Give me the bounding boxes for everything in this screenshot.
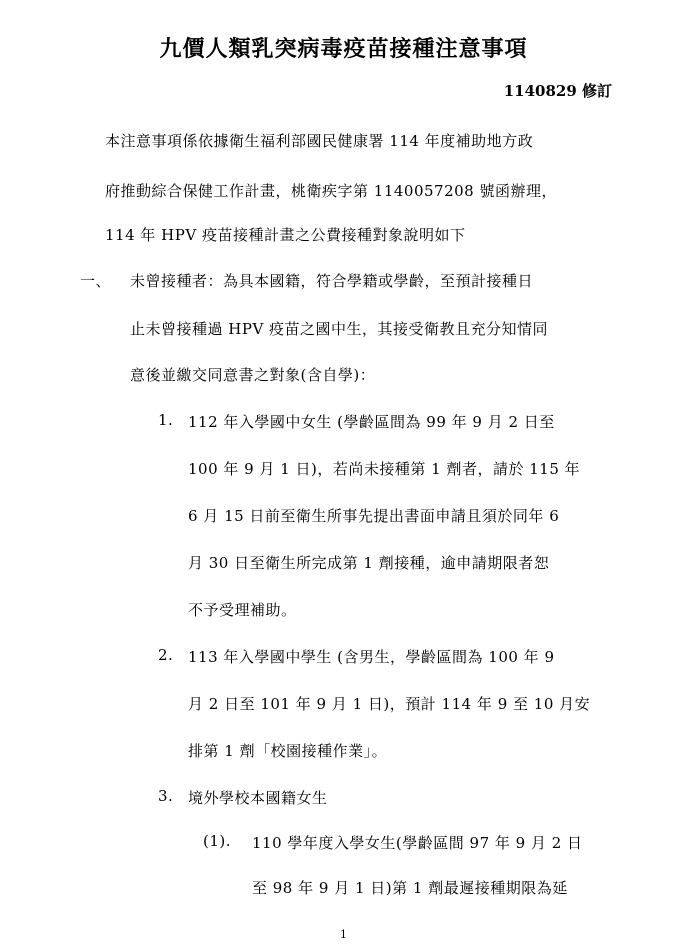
document-title: 九價人類乳突病毒疫苗接種注意事項 [159, 36, 528, 62]
intro-line: 府推動綜合保健工作計畫，桃衛疾字第 1140057208 號函辦理， [105, 182, 557, 200]
intro-line: 114 年 HPV 疫苗接種計畫之公費接種對象說明如下 [105, 226, 466, 244]
list-item-line: 月 30 日至衛生所完成第 1 劑接種，逾申請期限者恕 [188, 554, 550, 572]
list-item-line: 月 2 日至 101 年 9 月 1 日)，預計 114 年 9 至 10 月安 [188, 695, 591, 713]
section-line: 未曾接種者：為具本國籍，符合學籍或學齡，至預計接種日 [130, 272, 534, 290]
revision-code: 1140829 修訂 [503, 82, 612, 100]
list-item-line: 6 月 15 日前至衛生所事先提出書面申請且須於同年 6 [188, 507, 560, 525]
list-item-marker: 1. [158, 411, 174, 429]
list-item-line: 113 年入學國中學生 (含男生，學齡區間為 100 年 9 [188, 648, 555, 666]
list-item-line: 100 年 9 月 1 日)，若尚未接種第 1 劑者，請於 115 年 [188, 460, 581, 478]
page-number: 1 [340, 928, 347, 941]
list-item-marker: 3. [158, 787, 174, 805]
section-line: 意後並繳交同意書之對象(含自學)： [130, 366, 376, 384]
section-line: 止未曾接種過 HPV 疫苗之國中生，其接受衛教且充分知情同 [130, 320, 549, 338]
list-item-line: 112 年入學國中女生 (學齡區間為 99 年 9 月 2 日至 [188, 413, 555, 431]
list-item-marker: 2. [158, 646, 174, 664]
intro-line: 本注意事項係依據衛生福利部國民健康署 114 年度補助地方政 [105, 132, 534, 150]
list-item-line: 境外學校本國籍女生 [188, 789, 328, 807]
list-item-line: 排第 1 劑「校園接種作業」。 [188, 742, 388, 760]
sub-item-line: 110 學年度入學女生(學齡區間 97 年 9 月 2 日 [252, 834, 583, 852]
list-item-line: 不予受理補助。 [188, 601, 297, 619]
sub-item-marker: (1). [203, 832, 232, 850]
sub-item-line: 至 98 年 9 月 1 日)第 1 劑最遲接種期限為延 [252, 879, 568, 897]
section-marker: 一、 [80, 272, 112, 290]
